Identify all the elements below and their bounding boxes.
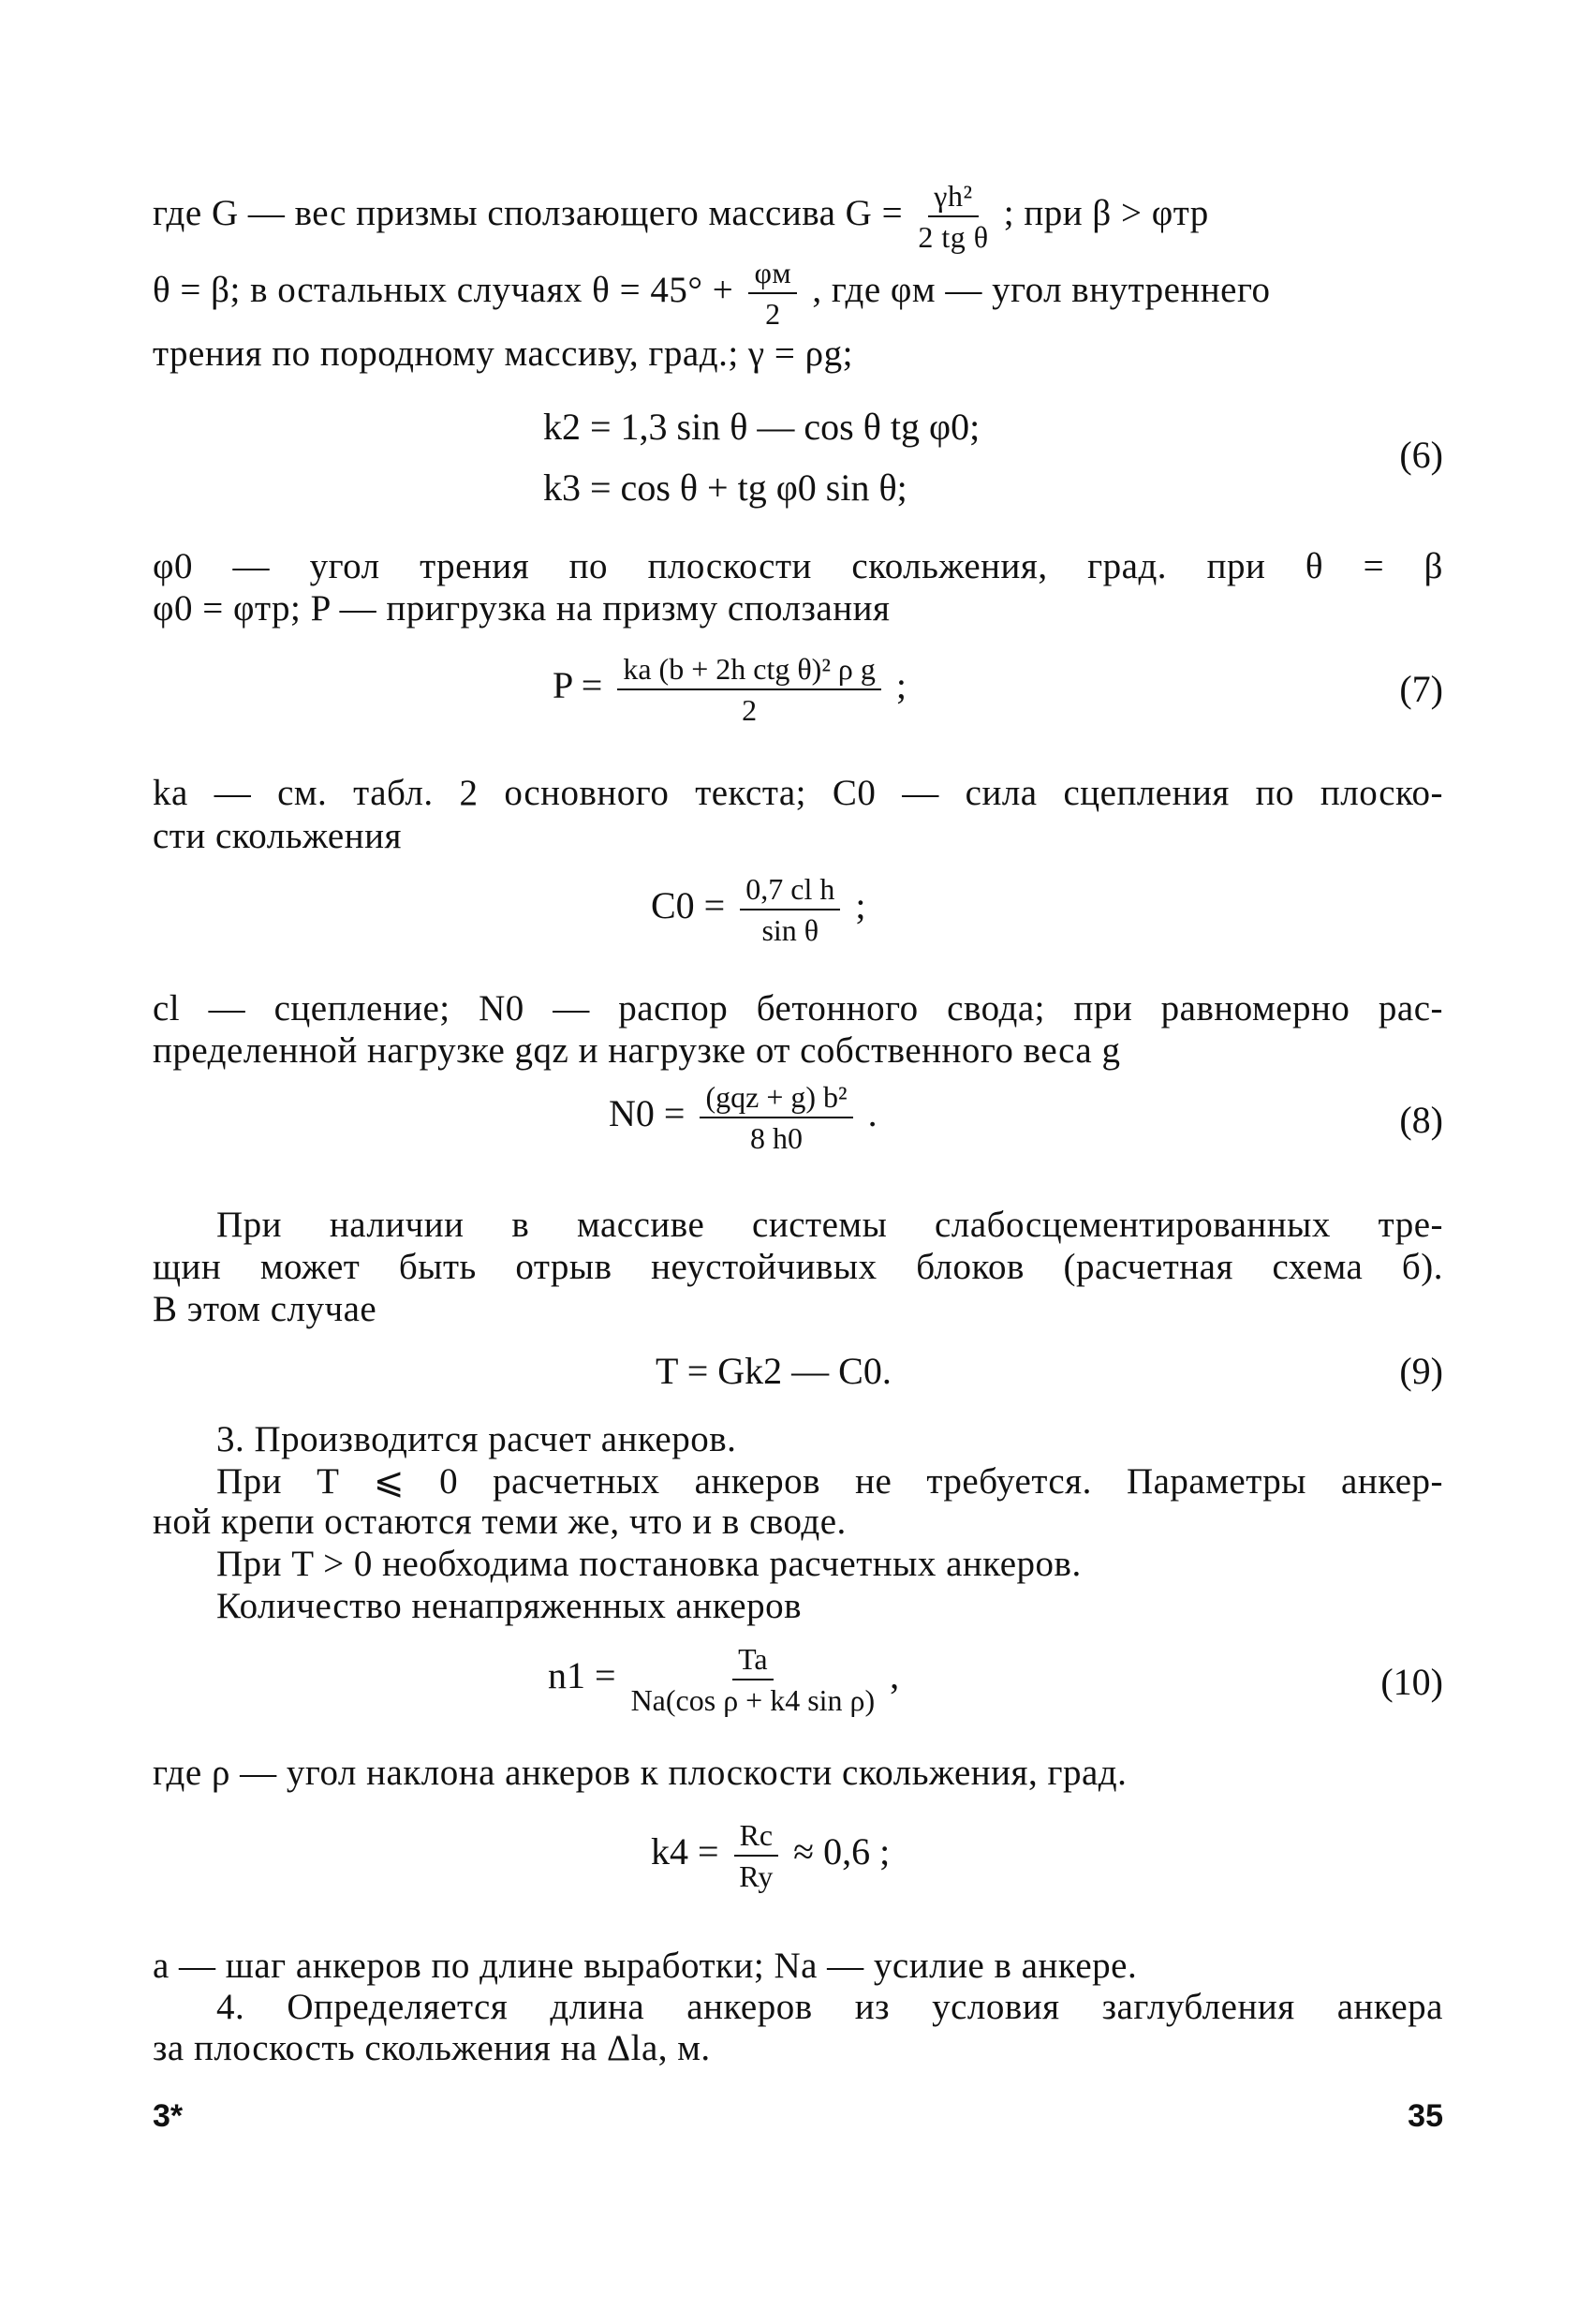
fraction-phi-denominator: 2 xyxy=(765,297,781,331)
text-line-19: a — шаг анкеров по длине выработки; Na — усилие в анкере. xyxy=(153,1946,1138,1986)
formula-10-tail: , xyxy=(890,1654,900,1697)
fraction-phi xyxy=(748,255,797,332)
formula-c0-fraction xyxy=(740,871,840,948)
formula-k4-numerator: Rc xyxy=(734,1817,779,1857)
equation-number-7: (7) xyxy=(1399,668,1443,710)
formula-10-numerator: Ta xyxy=(732,1641,774,1680)
formula-8 xyxy=(609,1079,878,1156)
formula-10-denominator: Na(cos ρ + k4 sin ρ) xyxy=(630,1683,876,1717)
text-line-6: ka — см. табл. 2 основного текста; C0 — сила сцепления по плоско- xyxy=(153,773,1443,813)
formula-k4-denominator: Ry xyxy=(739,1859,774,1893)
text-line-21: за плоскость скольжения на Δla, м. xyxy=(153,2028,711,2068)
formula-7 xyxy=(553,651,907,728)
fraction-G xyxy=(918,178,988,255)
text-line-3: трения по породному массиву, град.; γ = ρg; xyxy=(153,333,853,374)
formula-c0-tail: ; xyxy=(855,884,866,927)
formula-8-numerator: (gqz + g) b² xyxy=(700,1079,852,1118)
text-line-2-a: θ = β; в остальных случаях θ = 45° + xyxy=(153,269,734,310)
formula-9: T = Gk2 — C0. xyxy=(656,1350,892,1392)
text-line-8: cl — сцепление; N0 — распор бетонного свода; при равномерно рас- xyxy=(153,988,1443,1029)
formula-7-denominator: 2 xyxy=(742,693,758,727)
text-line-7: сти скольжения xyxy=(153,816,402,856)
equation-number-9: (9) xyxy=(1399,1350,1443,1392)
text-line-18: где ρ — угол наклона анкеров к плоскости скольжения, град. xyxy=(153,1753,1128,1793)
fraction-phi-numerator: φм xyxy=(748,255,797,294)
formula-8-tail: . xyxy=(867,1092,878,1135)
equation-number-10: (10) xyxy=(1380,1661,1443,1703)
fraction-G-denominator: 2 tg θ xyxy=(918,220,989,254)
equation-number-6: (6) xyxy=(1399,434,1443,476)
formula-8-lhs: N0 = xyxy=(609,1092,686,1135)
text-line-15: ной крепи остаются теми же, что и в своде. xyxy=(153,1502,847,1542)
text-line-14: При T ⩽ 0 расчетных анкеров не требуется. Параметры анкер- xyxy=(216,1461,1443,1502)
text-line-1-tail: ; при β > φтр xyxy=(1003,192,1209,233)
formula-k4-fraction xyxy=(734,1817,779,1894)
formula-7-fraction xyxy=(617,651,881,728)
text-line-13: 3. Производится расчет анкеров. xyxy=(216,1419,737,1459)
formula-k4-lhs: k4 = xyxy=(651,1830,719,1873)
text-line-17: Количество ненапряженных анкеров xyxy=(216,1586,803,1626)
text-line-5: φ0 = φтр; P — пригрузка на призму сползания xyxy=(153,588,891,629)
formula-6a: k2 = 1,3 sin θ — cos θ tg φ0; xyxy=(543,406,981,448)
text-line-20: 4. Определяется длина анкеров из условия заглубления анкера xyxy=(216,1987,1443,2027)
text-line-4: φ0 — угол трения по плоскости скольжения, град. при θ = β xyxy=(153,546,1443,586)
text-line-9: пределенной нагрузке gqz и нагрузке от собственного веса g xyxy=(153,1030,1121,1071)
text-line-10: При наличии в массиве системы слабосцементированных тре- xyxy=(216,1205,1443,1245)
formula-c0-denominator: sin θ xyxy=(761,913,819,947)
text-line-2-b: , где φм — угол внутреннего xyxy=(812,269,1271,310)
fraction-G-numerator: γh² xyxy=(928,178,978,217)
page-number: 35 xyxy=(1408,2098,1443,2134)
formula-c0-lhs: C0 = xyxy=(651,884,726,927)
formula-8-fraction xyxy=(700,1079,852,1156)
formula-c0-numerator: 0,7 cl h xyxy=(740,871,840,910)
text-line-12: В этом случае xyxy=(153,1289,377,1329)
text-line-16: При T > 0 необходима постановка расчетных анкеров. xyxy=(216,1544,1082,1584)
text-line-1 xyxy=(153,178,1443,255)
formula-10-fraction xyxy=(631,1641,876,1718)
formula-8-denominator: 8 h0 xyxy=(750,1121,804,1155)
text-line-2 xyxy=(153,255,1443,332)
formula-k4-tail: ≈ 0,6 ; xyxy=(793,1830,891,1873)
signature-mark: 3* xyxy=(153,2098,184,2134)
equation-number-8: (8) xyxy=(1399,1099,1443,1141)
text-line-11: щин может быть отрыв неустойчивых блоков (расчетная схема б). xyxy=(153,1247,1443,1287)
text-line-1-main: где G — вес призмы сползающего массива G = xyxy=(153,192,904,233)
formula-7-tail: ; xyxy=(895,664,907,707)
formula-6b: k3 = cos θ + tg φ0 sin θ; xyxy=(543,466,907,509)
formula-c0 xyxy=(651,871,865,948)
formula-7-lhs: P = xyxy=(553,664,603,707)
formula-10 xyxy=(548,1641,899,1718)
formula-10-lhs: n1 = xyxy=(548,1654,616,1697)
formula-7-numerator: ka (b + 2h ctg θ)² ρ g xyxy=(617,651,881,690)
formula-k4 xyxy=(651,1817,890,1894)
